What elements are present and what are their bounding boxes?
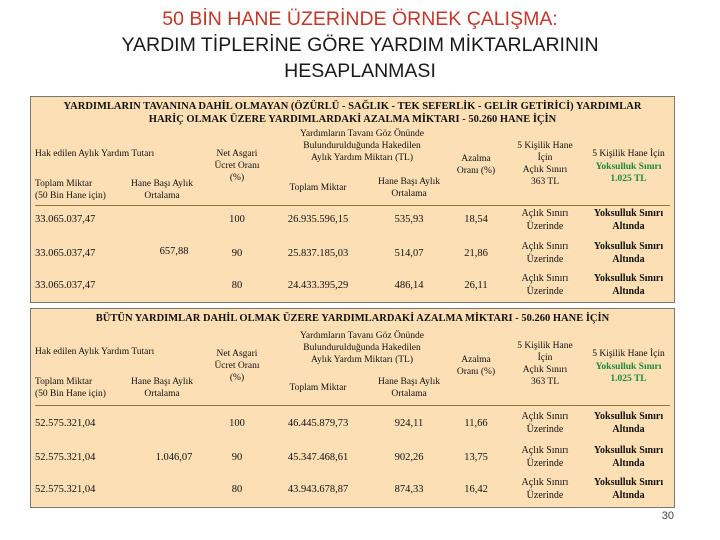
header-hunger-4: 363 TL	[530, 377, 560, 387]
cell-poverty: Yoksulluk Sınırı Altında	[593, 241, 664, 265]
cell-rate: 90	[231, 452, 243, 463]
cell-amount: 26.935.596,15	[287, 214, 349, 225]
slide-title-line-1: 50 BİN HANE ÜZERİNDE ÖRNEK ÇALIŞMA:	[162, 8, 558, 30]
cell-avg: 514,07	[394, 248, 424, 259]
cell-amount: 24.433.395,29	[287, 280, 349, 291]
header-ceiling-1: Yardımların Tavanı Göz Önünde	[299, 129, 425, 139]
header-total-amount-2: Toplam Miktar	[289, 383, 347, 393]
header-ceiling-3: Aylık Yardım Miktarı (TL)	[310, 355, 414, 365]
header-ceiling-1: Yardımların Tavanı Göz Önünde	[299, 331, 425, 341]
cell-hunger: Açlık Sınırı Üzerinde	[521, 411, 569, 435]
header-entitled: Hak edilen Aylık Yardım Tutarı	[35, 149, 155, 159]
header-average-2: Ortalama	[391, 189, 427, 199]
cell-amount: 46.445.879,73	[287, 418, 349, 429]
cell-avg: 902,26	[394, 452, 424, 463]
table-section-2	[30, 308, 675, 508]
header-average-2: Ortalama	[391, 389, 427, 399]
cell-rate: 100	[229, 214, 245, 225]
header-poverty-3: 1.025 TL	[610, 174, 647, 184]
cell-hunger: Açlık Sınırı Üzerinde	[521, 241, 569, 265]
header-poverty-3: 1.025 TL	[610, 374, 647, 384]
cell-avg: 924,11	[394, 418, 424, 429]
header-entitled: Hak edilen Aylık Yardım Tutarı	[35, 347, 155, 357]
header-wage-rate: Ücret Oranı	[214, 161, 260, 171]
header-reduction: Azalma	[461, 355, 491, 365]
cell-avg: 486,14	[394, 280, 424, 291]
slide-title-line-3: HESAPLANMASI	[284, 60, 436, 82]
header-total-amount: Toplam Miktar	[35, 179, 93, 189]
header-hunger-2: İçin	[537, 353, 553, 363]
cell-rate: 80	[231, 280, 243, 291]
cell-total: 52.575.321,04	[35, 452, 96, 463]
header-divider	[35, 405, 670, 406]
header-ceiling-2: Bulundurulduğunda Hakedilen	[303, 343, 421, 353]
cell-reduction: 26,11	[464, 280, 488, 291]
header-hunger-3: Açlık Sınırı	[522, 365, 568, 375]
header-hunger-2: İçin	[537, 153, 553, 163]
header-total-amount-2: Toplam Miktar	[289, 183, 347, 193]
cell-hunger: Açlık Sınırı Üzerinde	[521, 445, 569, 469]
cell-amount: 43.943.678,87	[287, 484, 349, 495]
cell-total: 52.575.321,04	[35, 484, 96, 495]
cell-hunger: Açlık Sınırı Üzerinde	[521, 273, 569, 297]
header-divider	[35, 205, 670, 206]
header-hunger-1: 5 Kişilik Hane	[517, 141, 573, 151]
cell-reduction: 11,66	[464, 418, 488, 429]
header-percent: (%)	[229, 373, 245, 383]
header-reduction-rate: Oranı (%)	[456, 367, 496, 377]
cell-total: 52.575.321,04	[35, 418, 96, 429]
header-reduction-rate: Oranı (%)	[456, 166, 496, 176]
cell-total: 33.065.037,47	[35, 280, 96, 291]
cell-avg-merged: 1.046,07	[155, 452, 193, 463]
cell-poverty: Yoksulluk Sınırı Altında	[593, 208, 664, 232]
header-average: Ortalama	[144, 191, 180, 201]
header-per-household-2: Hane Başı Aylık	[378, 177, 440, 187]
header-wage-rate: Ücret Oranı	[214, 361, 260, 371]
slide-title-line-2: YARDIM TİPLERİNE GÖRE YARDIM MİKTARLARININ	[121, 34, 599, 56]
header-ceiling-3: Aylık Yardım Miktarı (TL)	[310, 153, 414, 163]
header-poverty-1: 5 Kişilik Hane İçin	[592, 149, 665, 159]
cell-reduction: 13,75	[464, 452, 488, 463]
cell-poverty: Yoksulluk Sınırı Altında	[593, 477, 664, 501]
cell-poverty: Yoksulluk Sınırı Altında	[593, 273, 664, 297]
header-average: Ortalama	[144, 389, 180, 399]
header-net-min: Net Asgari	[216, 149, 258, 159]
cell-amount: 45.347.468,61	[287, 452, 349, 463]
cell-avg: 874,33	[394, 484, 424, 495]
header-per-household: Hane Başı Aylık	[131, 179, 193, 189]
header-poverty-2: Yoksulluk Sınırı	[595, 362, 662, 372]
section-1-title-line-2: HARİÇ OLMAK ÜZERE YARDIMLARDAKİ AZALMA MİKTARI - 50.260 HANE İÇİN	[148, 114, 557, 125]
header-reduction: Azalma	[461, 154, 491, 164]
header-per-household: Hane Başı Aylık	[131, 377, 193, 387]
section-2-title: BÜTÜN YARDIMLAR DAHİL OLMAK ÜZERE YARDIMLARDAKİ AZALMA MİKTARI - 50.260 HANE İÇİN	[95, 313, 610, 324]
header-poverty-2: Yoksulluk Sınırı	[595, 162, 662, 172]
table-section-1	[30, 96, 675, 303]
section-1-title-line-1: YARDIMLARIN TAVANINA DAHİL OLMAYAN (ÖZÜRLÜ - SAĞLIK - TEK SEFERLİK - GELİR GETİRİCİ) YARDIMLAR	[63, 101, 642, 112]
header-per-household-2: Hane Başı Aylık	[378, 377, 440, 387]
header-total-amount: Toplam Miktar	[35, 377, 93, 387]
cell-rate: 100	[229, 418, 245, 429]
cell-avg: 535,93	[394, 214, 424, 225]
header-for-50k: (50 Bin Hane için)	[35, 191, 106, 201]
cell-total: 33.065.037,47	[35, 248, 96, 259]
header-hunger-1: 5 Kişilik Hane	[517, 341, 573, 351]
header-hunger-4: 363 TL	[530, 177, 560, 187]
cell-hunger: Açlık Sınırı Üzerinde	[521, 208, 569, 232]
header-hunger-3: Açlık Sınırı	[522, 165, 568, 175]
header-percent: (%)	[229, 173, 245, 183]
cell-rate: 90	[231, 248, 243, 259]
cell-total: 33.065.037,47	[35, 214, 96, 225]
cell-avg-merged: 657,88	[159, 246, 189, 257]
header-net-min: Net Asgari	[216, 349, 258, 359]
cell-poverty: Yoksulluk Sınırı Altında	[593, 411, 664, 435]
cell-poverty: Yoksulluk Sınırı Altında	[593, 445, 664, 469]
cell-hunger: Açlık Sınırı Üzerinde	[521, 477, 569, 501]
cell-amount: 25.837.185,03	[287, 248, 349, 259]
header-for-50k: (50 Bin Hane için)	[35, 389, 106, 399]
cell-reduction: 21,86	[464, 248, 488, 259]
cell-reduction: 18,54	[464, 214, 488, 225]
cell-rate: 80	[231, 484, 243, 495]
header-poverty-1: 5 Kişilik Hane İçin	[592, 349, 665, 359]
page-number: 30	[661, 510, 674, 522]
header-ceiling-2: Bulundurulduğunda Hakedilen	[303, 141, 421, 151]
cell-reduction: 16,42	[464, 484, 488, 495]
